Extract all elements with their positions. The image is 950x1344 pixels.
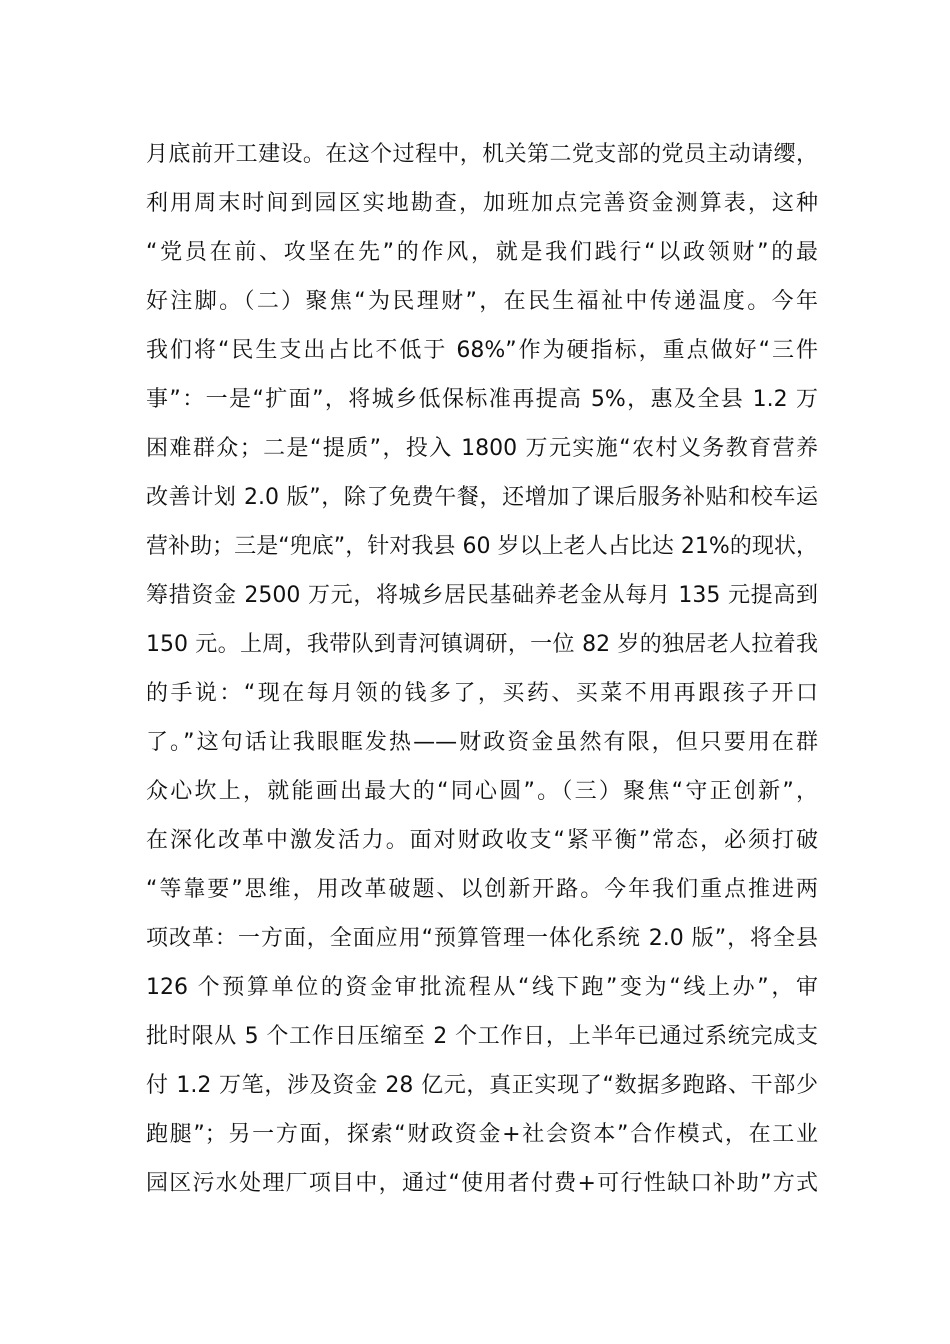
text-line: 在深化改革中激发活力。面对财政收支“紧平衡”常态，必须打破 [146, 828, 818, 853]
text-line: “等靠要”思维，用改革破题、以创新开路。今年我们重点推进两 [146, 877, 818, 902]
text-line: 批时限从 5 个工作日压缩至 2 个工作日，上半年已通过系统完成支 [146, 1024, 818, 1049]
text-line: 我们将“民生支出占比不低于 68%”作为硬指标，重点做好“三件 [146, 338, 818, 363]
text-line: “党员在前、攻坚在先”的作风，就是我们践行“以政领财”的最 [146, 240, 818, 265]
text-line: 的手说：“现在每月领的钱多了，买药、买菜不用再跟孩子开口 [146, 681, 818, 706]
text-line: 利用周末时间到园区实地勘查，加班加点完善资金测算表，这种 [146, 191, 818, 216]
text-line: 跑腿”；另一方面，探索“财政资金+社会资本”合作模式，在工业 [146, 1122, 818, 1147]
text-line: 园区污水处理厂项目中，通过“使用者付费+可行性缺口补助”方式 [146, 1171, 818, 1196]
text-line: 营补助；三是“兜底”，针对我县 60 岁以上老人占比达 21%的现状， [146, 534, 818, 559]
text-line: 筹措资金 2500 万元，将城乡居民基础养老金从每月 135 元提高到 [146, 583, 818, 608]
text-line: 月底前开工建设。在这个过程中，机关第二党支部的党员主动请缨， [146, 142, 818, 167]
text-line: 好注脚。（二）聚焦“为民理财”，在民生福祉中传递温度。今年 [146, 289, 818, 314]
text-line: 付 1.2 万笔，涉及资金 28 亿元，真正实现了“数据多跑路、干部少 [146, 1073, 818, 1098]
text-line: 了。”这句话让我眼眶发热——财政资金虽然有限，但只要用在群 [146, 730, 818, 755]
text-line: 126 个预算单位的资金审批流程从“线下跑”变为“线上办”，审 [146, 975, 818, 1000]
text-line: 事”：一是“扩面”，将城乡低保标准再提高 5%，惠及全县 1.2 万 [146, 387, 818, 412]
text-line: 150 元。上周，我带队到青河镇调研，一位 82 岁的独居老人拉着我 [146, 632, 818, 657]
text-line: 困难群众；二是“提质”，投入 1800 万元实施“农村义务教育营养 [146, 436, 818, 461]
text-line: 众心坎上，就能画出最大的“同心圆”。（三）聚焦“守正创新”， [146, 779, 818, 804]
text-line: 项改革：一方面，全面应用“预算管理一体化系统 2.0 版”，将全县 [146, 926, 818, 951]
text-line: 改善计划 2.0 版”，除了免费午餐，还增加了课后服务补贴和校车运 [146, 485, 818, 510]
body-text [146, 130, 818, 1208]
